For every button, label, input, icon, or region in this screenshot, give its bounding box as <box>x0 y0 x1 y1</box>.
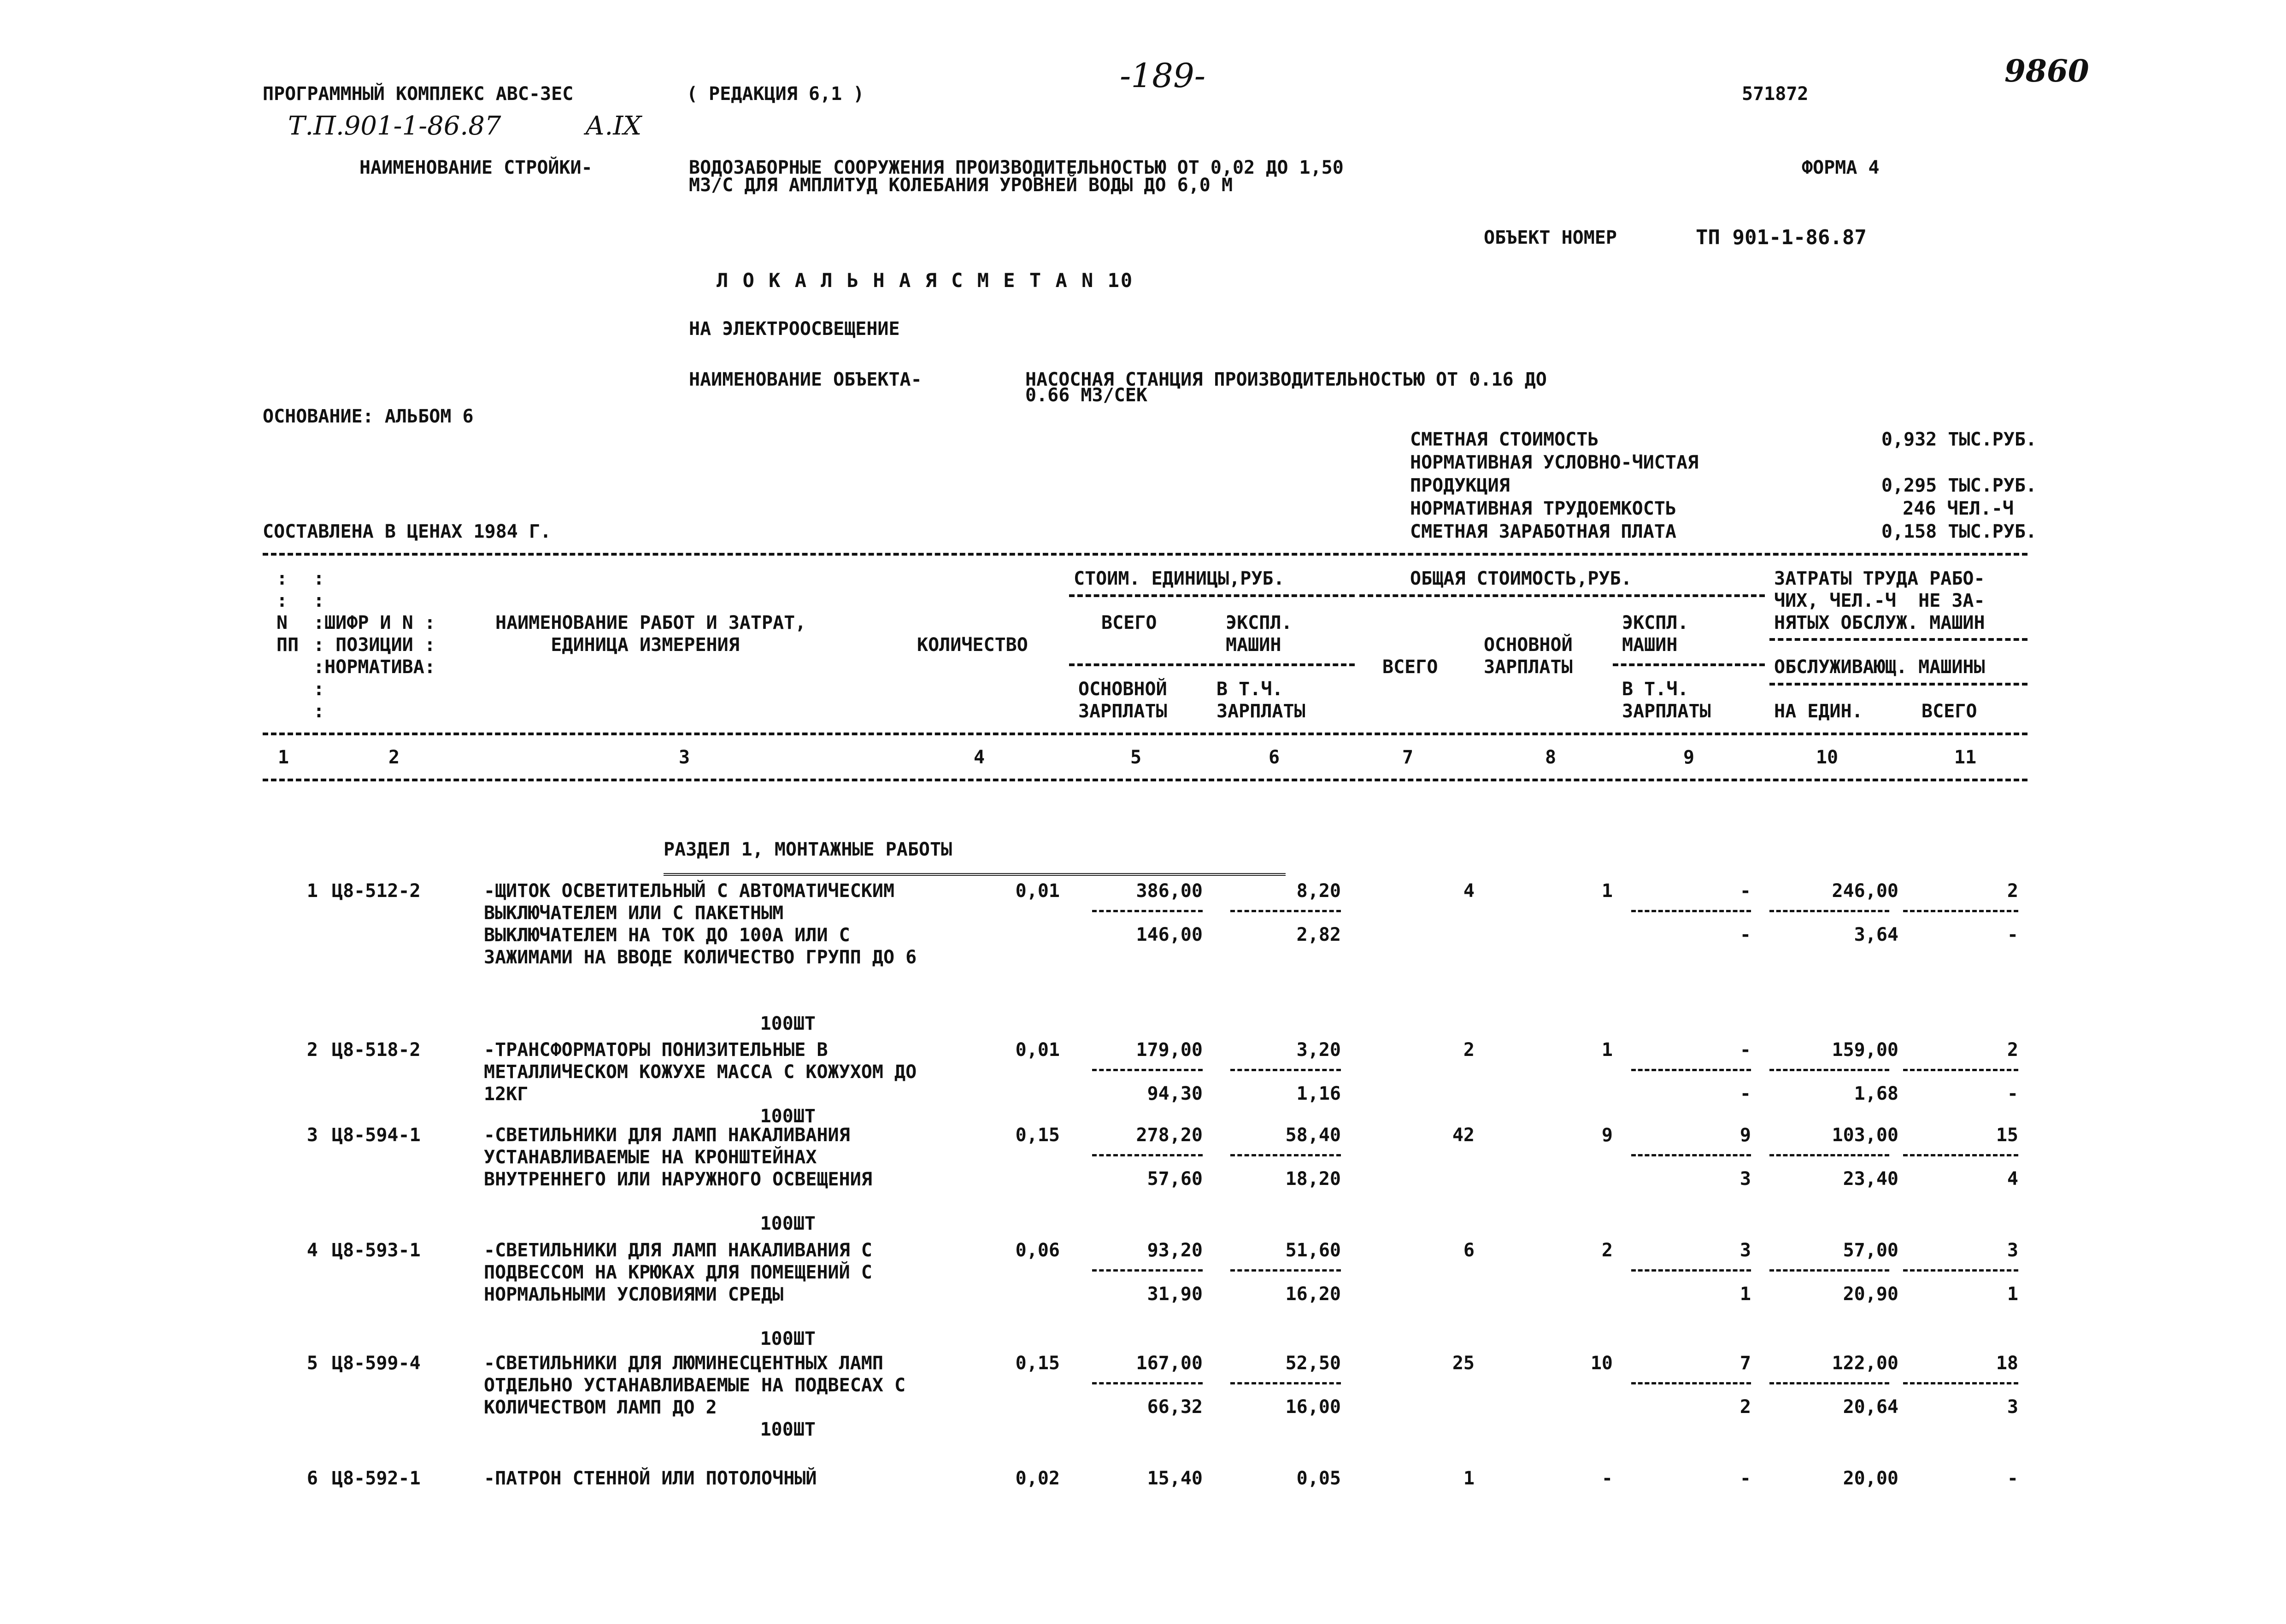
row-labor-unit: 159,00 <box>1832 1039 1898 1061</box>
row-description: -ТРАНСФОРМАТОРЫ ПОНИЗИТЕЛЬНЫЕ В МЕТАЛЛИЧЕСКОМ КОЖУХЕ МАССА С КОЖУХОМ ДО 12КГ <box>484 1039 917 1105</box>
handwritten-sheet-number: 9860 <box>2004 53 2089 89</box>
header-labor-sub: ОБСЛУЖИВАЮЩ. МАШИНЫ <box>1774 657 1985 678</box>
summary-label: СМЕТНАЯ СТОИМОСТЬ <box>1410 429 1599 450</box>
row-number: 5 <box>306 1353 318 1374</box>
row-exploit: 9 <box>1739 1125 1751 1146</box>
construction-label: НАИМЕНОВАНИЕ СТРОЙКИ- <box>359 157 593 178</box>
labor-divider-2 <box>1769 683 2027 686</box>
summary-label: ПРОДУКЦИЯ <box>1410 475 1510 496</box>
summary-value: 0,932 ТЫС.РУБ. <box>1881 429 2037 450</box>
row-unit-incl-salary: 18,20 <box>1285 1168 1341 1190</box>
row-exploit: 3 <box>1739 1240 1751 1261</box>
form-number: ФОРМА 4 <box>1802 157 1880 178</box>
row-exploit: - <box>1739 1039 1751 1061</box>
edition-label: ( РЕДАКЦИЯ 6,1 ) <box>687 83 864 105</box>
unit-cost-divider <box>1069 594 1355 597</box>
row-labor-unit-machines: 20,90 <box>1843 1284 1898 1305</box>
row-total: 25 <box>1452 1353 1475 1374</box>
row-unit-base-salary: 31,90 <box>1147 1284 1203 1305</box>
row-quantity: 0,15 <box>1015 1125 1060 1146</box>
row-description: -СВЕТИЛЬНИКИ ДЛЯ ЛЮМИНЕСЦЕНТНЫХ ЛАМП ОТДЕЛЬНО УСТАНАВЛИВАЕМЫЕ НА ПОДВЕСАХ С КОЛИЧЕСТВОМ ЛАМП ДО 2 <box>484 1353 906 1418</box>
total-cost-divider <box>1359 594 1765 597</box>
row-unit-base-salary: 57,60 <box>1147 1168 1203 1190</box>
row-unit-incl-salary: 2,82 <box>1296 924 1341 945</box>
row-base-salary: 9 <box>1601 1125 1613 1146</box>
document-code: 571872 <box>1742 83 1809 105</box>
row-number: 6 <box>306 1468 318 1489</box>
program-title: ПРОГРАММНЫЙ КОМПЛЕКС АВС-3ЕС <box>263 83 574 105</box>
header-col-name: НАИМЕНОВАНИЕ РАБОТ И ЗАТРАТ, ЕДИНИЦА ИЗМЕРЕНИЯ <box>495 612 806 656</box>
row-number: 3 <box>306 1125 318 1146</box>
row-quantity: 0,02 <box>1015 1468 1060 1489</box>
object-name-line1: НАСОСНАЯ СТАНЦИЯ ПРОИЗВОДИТЕЛЬНОСТЬЮ ОТ 0.16 ДО <box>1025 369 1547 390</box>
row-labor-unit-machines: 1,68 <box>1854 1083 1898 1104</box>
row-total: 1 <box>1463 1468 1475 1489</box>
header-bottom-border <box>263 733 2027 735</box>
value-divider <box>1092 1154 1203 1156</box>
row-unit-total: 15,40 <box>1147 1468 1203 1489</box>
row-quantity: 0,15 <box>1015 1353 1060 1374</box>
row-exploit: 7 <box>1739 1353 1751 1374</box>
row-unit-exploit: 8,20 <box>1296 880 1341 902</box>
value-divider <box>1631 910 1751 912</box>
value-divider <box>1769 1154 1889 1156</box>
header-col-code: : : :ШИФР И N : : ПОЗИЦИИ : :НОРМАТИВА: : : <box>313 568 435 722</box>
column-number: 10 <box>1816 747 1839 768</box>
row-labor-total: 2 <box>2007 880 2018 902</box>
column-number: 5 <box>1130 747 1142 768</box>
row-labor-unit: 20,00 <box>1843 1468 1898 1489</box>
header-labor-unit: НА ЕДИН. <box>1774 701 1863 722</box>
row-quantity: 0,01 <box>1015 1039 1060 1061</box>
header-total-base: ОСНОВНОЙ ЗАРПЛАТЫ <box>1484 634 1573 678</box>
table-row <box>0 880 2286 1037</box>
row-incl-salary: 1 <box>1739 1284 1751 1305</box>
row-labor-unit: 57,00 <box>1843 1240 1898 1261</box>
row-base-salary: 2 <box>1601 1240 1613 1261</box>
row-quantity: 0,06 <box>1015 1240 1060 1261</box>
row-quantity: 0,01 <box>1015 880 1060 902</box>
row-unit-exploit: 52,50 <box>1285 1353 1341 1374</box>
value-divider <box>1230 1382 1341 1384</box>
labor-divider <box>1769 638 2027 641</box>
value-divider <box>1631 1382 1751 1384</box>
column-number: 6 <box>1268 747 1280 768</box>
row-incl-salary: - <box>1739 1083 1751 1104</box>
row-unit-total: 386,00 <box>1136 880 1203 902</box>
header-unit-total: ВСЕГО <box>1101 612 1157 633</box>
row-unit-exploit: 51,60 <box>1285 1240 1341 1261</box>
construction-name-line1: ВОДОЗАБОРНЫЕ СООРУЖЕНИЯ ПРОИЗВОДИТЕЛЬНОСТЬЮ ОТ 0,02 ДО 1,50 <box>689 157 1344 178</box>
column-number: 1 <box>277 747 289 768</box>
row-labor-unit: 122,00 <box>1832 1353 1898 1374</box>
value-divider <box>1230 1269 1341 1272</box>
row-description: -СВЕТИЛЬНИКИ ДЛЯ ЛАМП НАКАЛИВАНИЯ УСТАНАВЛИВАЕМЫЕ НА КРОНШТЕЙНАХ ВНУТРЕННЕГО ИЛИ НАРУЖНОГО ОСВЕЩЕНИЯ <box>484 1125 872 1190</box>
row-description: -СВЕТИЛЬНИКИ ДЛЯ ЛАМП НАКАЛИВАНИЯ С ПОДВЕССОМ НА КРЮКАХ ДЛЯ ПОМЕЩЕНИЙ С НОРМАЛЬНЫМИ УСЛОВИЯМИ СРЕДЫ <box>484 1240 872 1305</box>
row-code: Ц8-518-2 <box>332 1039 421 1061</box>
row-labor-total-machines: 3 <box>2007 1396 2018 1418</box>
section-underline <box>664 873 1286 880</box>
summary-value: 0,295 ТЫС.РУБ. <box>1881 475 2037 496</box>
row-code: Ц8-592-1 <box>332 1468 421 1489</box>
row-labor-unit-machines: 20,64 <box>1843 1396 1898 1418</box>
value-divider <box>1903 1382 2018 1384</box>
row-unit-exploit: 0,05 <box>1296 1468 1341 1489</box>
value-divider <box>1092 1269 1203 1272</box>
row-unit: 100ШТ <box>760 1213 816 1234</box>
row-labor-total-machines: 4 <box>2007 1168 2018 1190</box>
object-number-label: ОБЪЕКТ НОМЕР <box>1484 227 1617 248</box>
construction-name-line2: М3/С ДЛЯ АМПЛИТУД КОЛЕБАНИЯ УРОВНЕЙ ВОДЫ ДО 6,0 М <box>689 175 1233 196</box>
row-number: 2 <box>306 1039 318 1061</box>
header-labor-total: ВСЕГО <box>1922 701 1977 722</box>
row-total: 6 <box>1463 1240 1475 1261</box>
row-total: 42 <box>1452 1125 1475 1146</box>
row-unit-base-salary: 94,30 <box>1147 1083 1203 1104</box>
header-col-number: : : N ПП <box>276 568 299 656</box>
row-unit: 100ШТ <box>760 1419 816 1440</box>
value-divider <box>1092 1382 1203 1384</box>
header-unit-base: ОСНОВНОЙ ЗАРПЛАТЫ <box>1078 679 1167 722</box>
row-labor-total-machines: - <box>2007 924 2018 945</box>
row-unit: 100ШТ <box>760 1106 816 1127</box>
header-unit-exploit: ЭКСПЛ. МАШИН <box>1226 612 1293 656</box>
value-divider <box>1230 1154 1341 1156</box>
project-code: Т.П.901-1-86.87 <box>288 111 501 141</box>
section-title: РАЗДЕЛ 1, МОНТАЖНЫЕ РАБОТЫ <box>664 839 952 860</box>
value-divider <box>1769 1382 1889 1384</box>
basis-label: ОСНОВАНИЕ: АЛЬБОМ 6 <box>263 406 474 427</box>
row-unit-incl-salary: 16,00 <box>1285 1396 1341 1418</box>
header-total-all: ВСЕГО <box>1382 657 1438 678</box>
row-labor-unit: 103,00 <box>1832 1125 1898 1146</box>
row-exploit: - <box>1739 1468 1751 1489</box>
value-divider <box>1903 910 2018 912</box>
row-unit: 100ШТ <box>760 1328 816 1349</box>
row-incl-salary: 3 <box>1739 1168 1751 1190</box>
column-number: 4 <box>973 747 985 768</box>
row-base-salary: - <box>1601 1468 1613 1489</box>
prices-note: СОСТАВЛЕНА В ЦЕНАХ 1984 Г. <box>263 521 552 542</box>
row-labor-total: 18 <box>1996 1353 2018 1374</box>
row-labor-total-machines: - <box>2007 1083 2018 1104</box>
value-divider <box>1903 1154 2018 1156</box>
header-total-incl: В Т.Ч. ЗАРПЛАТЫ <box>1622 679 1711 722</box>
row-unit-total: 93,20 <box>1147 1240 1203 1261</box>
summary-value: 0,158 ТЫС.РУБ. <box>1881 521 2037 542</box>
row-description: -ПАТРОН СТЕННОЙ ИЛИ ПОТОЛОЧНЫЙ <box>484 1468 817 1489</box>
row-incl-salary: 2 <box>1739 1396 1751 1418</box>
table-row <box>0 1467 2286 1624</box>
header-col-quantity: КОЛИЧЕСТВО <box>917 634 1028 656</box>
summary-label: СМЕТНАЯ ЗАРАБОТНАЯ ПЛАТА <box>1410 521 1676 542</box>
row-exploit: - <box>1739 880 1751 902</box>
row-labor-total: - <box>2007 1468 2018 1489</box>
summary-value: 246 ЧЕЛ.-Ч <box>1903 498 2014 519</box>
row-base-salary: 1 <box>1601 880 1613 902</box>
value-divider <box>1769 910 1889 912</box>
row-description: -ЩИТОК ОСВЕТИТЕЛЬНЫЙ С АВТОМАТИЧЕСКИМ ВЫКЛЮЧАТЕЛЕМ ИЛИ С ПАКЕТНЫМ ВЫКЛЮЧАТЕЛЕМ НА ТОК ДО 100А ИЛИ С ЗАЖИМАМИ НА ВВОДЕ КОЛИЧЕСТВО ГРУПП ДО 6 <box>484 880 917 968</box>
row-labor-unit-machines: 23,40 <box>1843 1168 1898 1190</box>
row-code: Ц8-594-1 <box>332 1125 421 1146</box>
estimate-subject: НА ЭЛЕКТРООСВЕЩЕНИЕ <box>689 318 900 340</box>
value-divider <box>1230 910 1341 912</box>
column-number: 7 <box>1402 747 1414 768</box>
value-divider <box>1092 910 1203 912</box>
column-number: 2 <box>388 747 400 768</box>
row-code: Ц8-512-2 <box>332 880 421 902</box>
album-number: А.IX <box>585 111 642 141</box>
object-name-label: НАИМЕНОВАНИЕ ОБЪЕКТА- <box>689 369 922 390</box>
table-top-border <box>263 553 2027 556</box>
row-unit-total: 167,00 <box>1136 1353 1203 1374</box>
row-unit-base-salary: 146,00 <box>1136 924 1203 945</box>
value-divider <box>1631 1154 1751 1156</box>
column-numbers-border <box>263 779 2027 781</box>
header-total-cost-title: ОБЩАЯ СТОИМОСТЬ,РУБ. <box>1410 568 1632 589</box>
estimate-title: Л О К А Л Ь Н А Я С М Е Т А N 10 <box>717 269 1134 292</box>
value-divider <box>1631 1069 1751 1071</box>
row-number: 1 <box>306 880 318 902</box>
column-number: 3 <box>678 747 690 768</box>
row-unit-total: 278,20 <box>1136 1125 1203 1146</box>
row-unit: 100ШТ <box>760 1013 816 1034</box>
row-code: Ц8-593-1 <box>332 1240 421 1261</box>
row-code: Ц8-599-4 <box>332 1353 421 1374</box>
row-unit-exploit: 3,20 <box>1296 1039 1341 1061</box>
row-labor-total: 3 <box>2007 1240 2018 1261</box>
row-labor-unit-machines: 3,64 <box>1854 924 1898 945</box>
column-number: 11 <box>1954 747 1977 768</box>
column-number: 9 <box>1683 747 1695 768</box>
row-unit-incl-salary: 1,16 <box>1296 1083 1341 1104</box>
object-number: ТП 901-1-86.87 <box>1696 226 1867 249</box>
summary-label: НОРМАТИВНАЯ ТРУДОЕМКОСТЬ <box>1410 498 1676 519</box>
row-total: 4 <box>1463 880 1475 902</box>
object-name-line2: 0.66 М3/СЕК <box>1025 385 1147 406</box>
row-total: 2 <box>1463 1039 1475 1061</box>
row-unit-total: 179,00 <box>1136 1039 1203 1061</box>
row-labor-total: 2 <box>2007 1039 2018 1061</box>
row-labor-unit: 246,00 <box>1832 880 1898 902</box>
row-number: 4 <box>306 1240 318 1261</box>
row-incl-salary: - <box>1739 924 1751 945</box>
value-divider <box>1631 1269 1751 1272</box>
value-divider <box>1769 1069 1889 1071</box>
value-divider <box>1092 1069 1203 1071</box>
header-unit-cost-title: СТОИМ. ЕДИНИЦЫ,РУБ. <box>1074 568 1285 589</box>
row-base-salary: 1 <box>1601 1039 1613 1061</box>
value-divider <box>1903 1069 2018 1071</box>
row-labor-total: 15 <box>1996 1125 2018 1146</box>
value-divider <box>1230 1069 1341 1071</box>
value-divider <box>1903 1269 2018 1272</box>
column-number: 8 <box>1545 747 1557 768</box>
row-unit-incl-salary: 16,20 <box>1285 1284 1341 1305</box>
unit-cost-divider-2 <box>1069 663 1355 666</box>
summary-label: НОРМАТИВНАЯ УСЛОВНО-ЧИСТАЯ <box>1410 452 1699 473</box>
page-number: -189- <box>1120 56 1206 95</box>
value-divider <box>1769 1269 1889 1272</box>
row-unit-exploit: 58,40 <box>1285 1125 1341 1146</box>
header-labor-title: ЗАТРАТЫ ТРУДА РАБО- ЧИХ, ЧЕЛ.-Ч НЕ ЗА- НЯТЫХ ОБСЛУЖ. МАШИН <box>1774 568 1985 633</box>
total-cost-divider-2 <box>1613 663 1765 666</box>
row-labor-total-machines: 1 <box>2007 1284 2018 1305</box>
header-unit-incl: В Т.Ч. ЗАРПЛАТЫ <box>1216 679 1305 722</box>
row-base-salary: 10 <box>1590 1353 1613 1374</box>
row-unit-base-salary: 66,32 <box>1147 1396 1203 1418</box>
header-total-exploit: ЭКСПЛ. МАШИН <box>1622 612 1689 656</box>
